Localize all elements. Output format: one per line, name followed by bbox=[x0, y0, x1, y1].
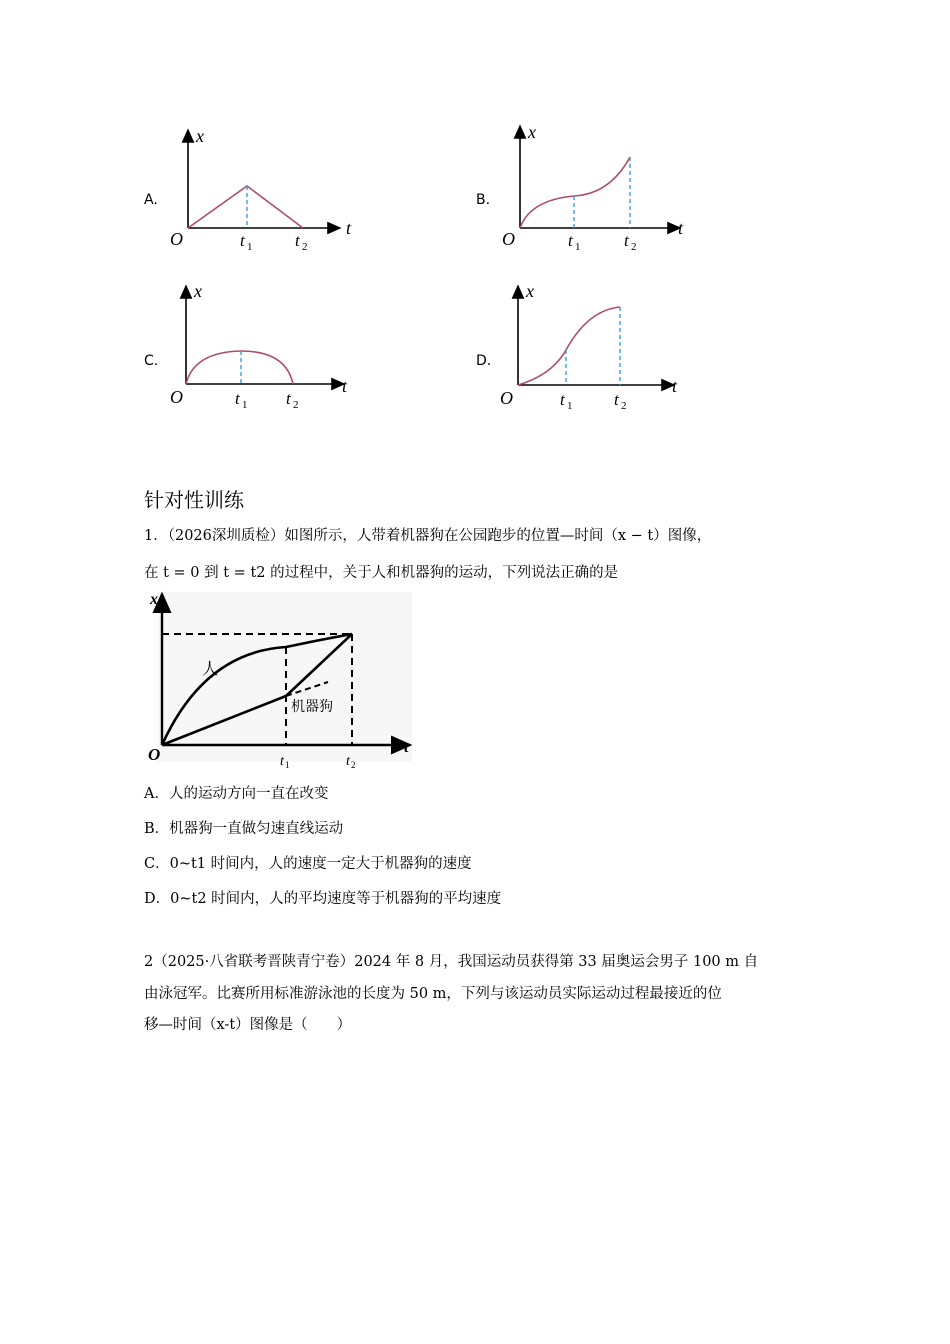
svg-text:t: t bbox=[286, 389, 291, 408]
svg-text:O: O bbox=[500, 388, 513, 408]
svg-text:x: x bbox=[194, 281, 202, 301]
svg-text:2: 2 bbox=[293, 399, 299, 411]
option-d-label: D. bbox=[476, 353, 492, 369]
svg-text:1: 1 bbox=[575, 241, 581, 253]
svg-text:t: t bbox=[672, 376, 678, 396]
svg-text:O: O bbox=[148, 745, 161, 764]
svg-text:t: t bbox=[346, 754, 350, 769]
q2-line3: 移—时间（x-t）图像是（ ） bbox=[144, 1017, 352, 1033]
t1-label: t bbox=[240, 231, 245, 250]
t-label: t bbox=[346, 218, 352, 238]
q1-choice-c: C．0~t1 时间内，人的速度一定大于机器狗的速度 bbox=[144, 856, 472, 872]
svg-text:t: t bbox=[342, 376, 348, 396]
svg-text:2: 2 bbox=[621, 400, 627, 412]
q1-choice-a: A．人的运动方向一直在改变 bbox=[144, 786, 329, 802]
t2-label: t bbox=[295, 231, 300, 250]
svg-text:O: O bbox=[502, 229, 515, 249]
svg-text:t: t bbox=[235, 389, 240, 408]
curve-a bbox=[188, 186, 303, 228]
svg-text:t: t bbox=[568, 231, 573, 250]
q2-line2: 由泳冠军。比赛所用标准游泳池的长度为 50 m，下列与该运动员实际运动过程最接近的位 bbox=[144, 986, 722, 1002]
q2-line1: 2（2025·八省联考晋陕青宁卷）2024 年 8 月，我国运动员获得第 33 届奥运会男子 100 m 自 bbox=[144, 954, 759, 970]
svg-text:t: t bbox=[404, 739, 409, 756]
svg-text:2: 2 bbox=[351, 760, 356, 770]
x-label: x bbox=[196, 126, 204, 146]
t1-sub: 1 bbox=[247, 241, 253, 253]
person-label: 人 bbox=[202, 659, 219, 678]
svg-text:x: x bbox=[528, 122, 536, 142]
graph-c bbox=[158, 280, 368, 420]
curve-d bbox=[518, 307, 620, 385]
option-a-label: A. bbox=[144, 192, 158, 208]
svg-text:t: t bbox=[678, 218, 684, 238]
svg-text:1: 1 bbox=[567, 400, 573, 412]
graph-a bbox=[160, 120, 370, 260]
curve-c bbox=[186, 351, 293, 384]
curve-b bbox=[520, 157, 630, 228]
svg-text:t: t bbox=[614, 390, 619, 409]
dog-label: 机器狗 bbox=[291, 699, 333, 715]
svg-text:2: 2 bbox=[631, 241, 637, 253]
section-title: 针对性训练 bbox=[144, 488, 244, 512]
q1-figure bbox=[144, 590, 414, 770]
svg-text:t: t bbox=[624, 231, 629, 250]
svg-text:x: x bbox=[150, 591, 158, 608]
svg-text:t: t bbox=[280, 754, 284, 769]
q1-choice-d: D．0~t2 时间内，人的平均速度等于机器狗的平均速度 bbox=[144, 891, 502, 907]
svg-text:x: x bbox=[526, 281, 534, 301]
svg-text:t: t bbox=[560, 390, 565, 409]
option-b-label: B. bbox=[476, 192, 491, 208]
q1-line1: 1．（2026深圳质检）如图所示，人带着机器狗在公园跑步的位置—时间（x − t）图像， bbox=[144, 528, 712, 544]
origin-label: O bbox=[170, 229, 183, 249]
svg-text:1: 1 bbox=[242, 399, 248, 411]
graph-d bbox=[490, 280, 700, 420]
graph-b bbox=[492, 120, 702, 260]
option-c-label: C. bbox=[144, 353, 159, 369]
q1-line2: 在 t = 0 到 t = t2 的过程中，关于人和机器狗的运动，下列说法正确的是 bbox=[144, 565, 619, 581]
svg-text:1: 1 bbox=[285, 760, 290, 770]
svg-text:O: O bbox=[170, 387, 183, 407]
t2-sub: 2 bbox=[302, 241, 308, 253]
q1-choice-b: B．机器狗一直做匀速直线运动 bbox=[144, 821, 344, 837]
